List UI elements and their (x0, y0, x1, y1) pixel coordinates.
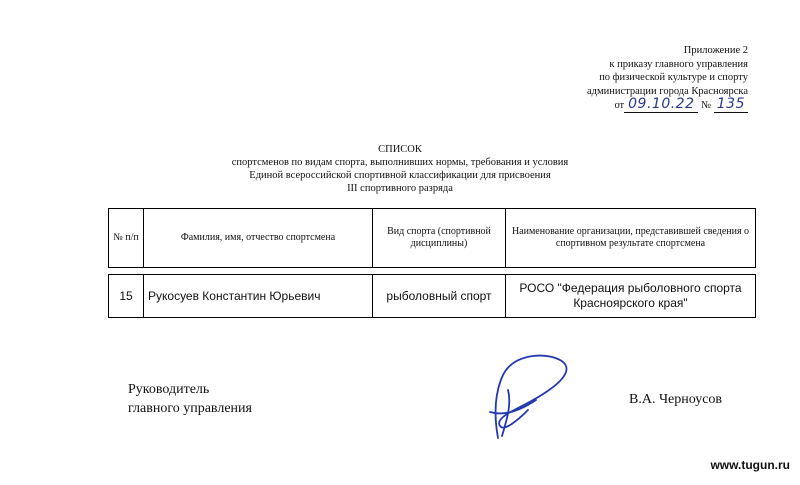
annex-order-line: к приказу главного управления (609, 58, 748, 70)
header-num: № п/п (109, 209, 144, 268)
date-value: 09.10.22 (624, 96, 698, 113)
title-heading: СПИСОК (378, 144, 422, 155)
cell-name: Рукосуев Константин Юрьевич (144, 275, 373, 318)
header-sport: Вид спорта (спортивной дисциплины) (373, 209, 506, 268)
annex-dept-line: по физической культуре и спорту (599, 72, 748, 83)
annex-block (448, 44, 748, 113)
number-prefix: № (701, 100, 712, 111)
table-header (108, 208, 756, 268)
annex-title: Приложение 2 (683, 45, 748, 56)
date-prefix: от (614, 100, 625, 111)
cell-num: 15 (109, 275, 144, 318)
site-watermark: www.tugun.ru (710, 458, 790, 472)
annex-date-line (448, 98, 748, 113)
number-value: 135 (714, 96, 748, 113)
annex-admin-line: администрации города Красноярска (587, 85, 748, 97)
handwritten-signature (478, 350, 588, 445)
cell-sport: рыболовный спорт (373, 275, 506, 318)
title-line-1: спортсменов по видам спорта, выполнивших нормы, требования и условия (231, 157, 569, 168)
header-org: Наименование организации, представившей сведения о спортивном результате спортсмена (506, 209, 756, 268)
table-body (108, 274, 756, 318)
table-row (109, 275, 756, 318)
cell-org: РОСО "Федерация рыболовного спорта Красноярского края" (506, 275, 756, 318)
header-name: Фамилия, имя, отчество спортсмена (144, 209, 373, 268)
document-title (0, 143, 800, 195)
position-line-1: Руководитель (128, 382, 210, 397)
signatory-position (128, 380, 252, 418)
signatory-name: В.А. Черноусов (629, 392, 723, 407)
title-line-2: Единой всероссийской спортивной классификации для присвоения (249, 170, 551, 181)
position-line-2: главного управления (128, 401, 252, 416)
title-line-3: III спортивного разряда (347, 183, 453, 194)
